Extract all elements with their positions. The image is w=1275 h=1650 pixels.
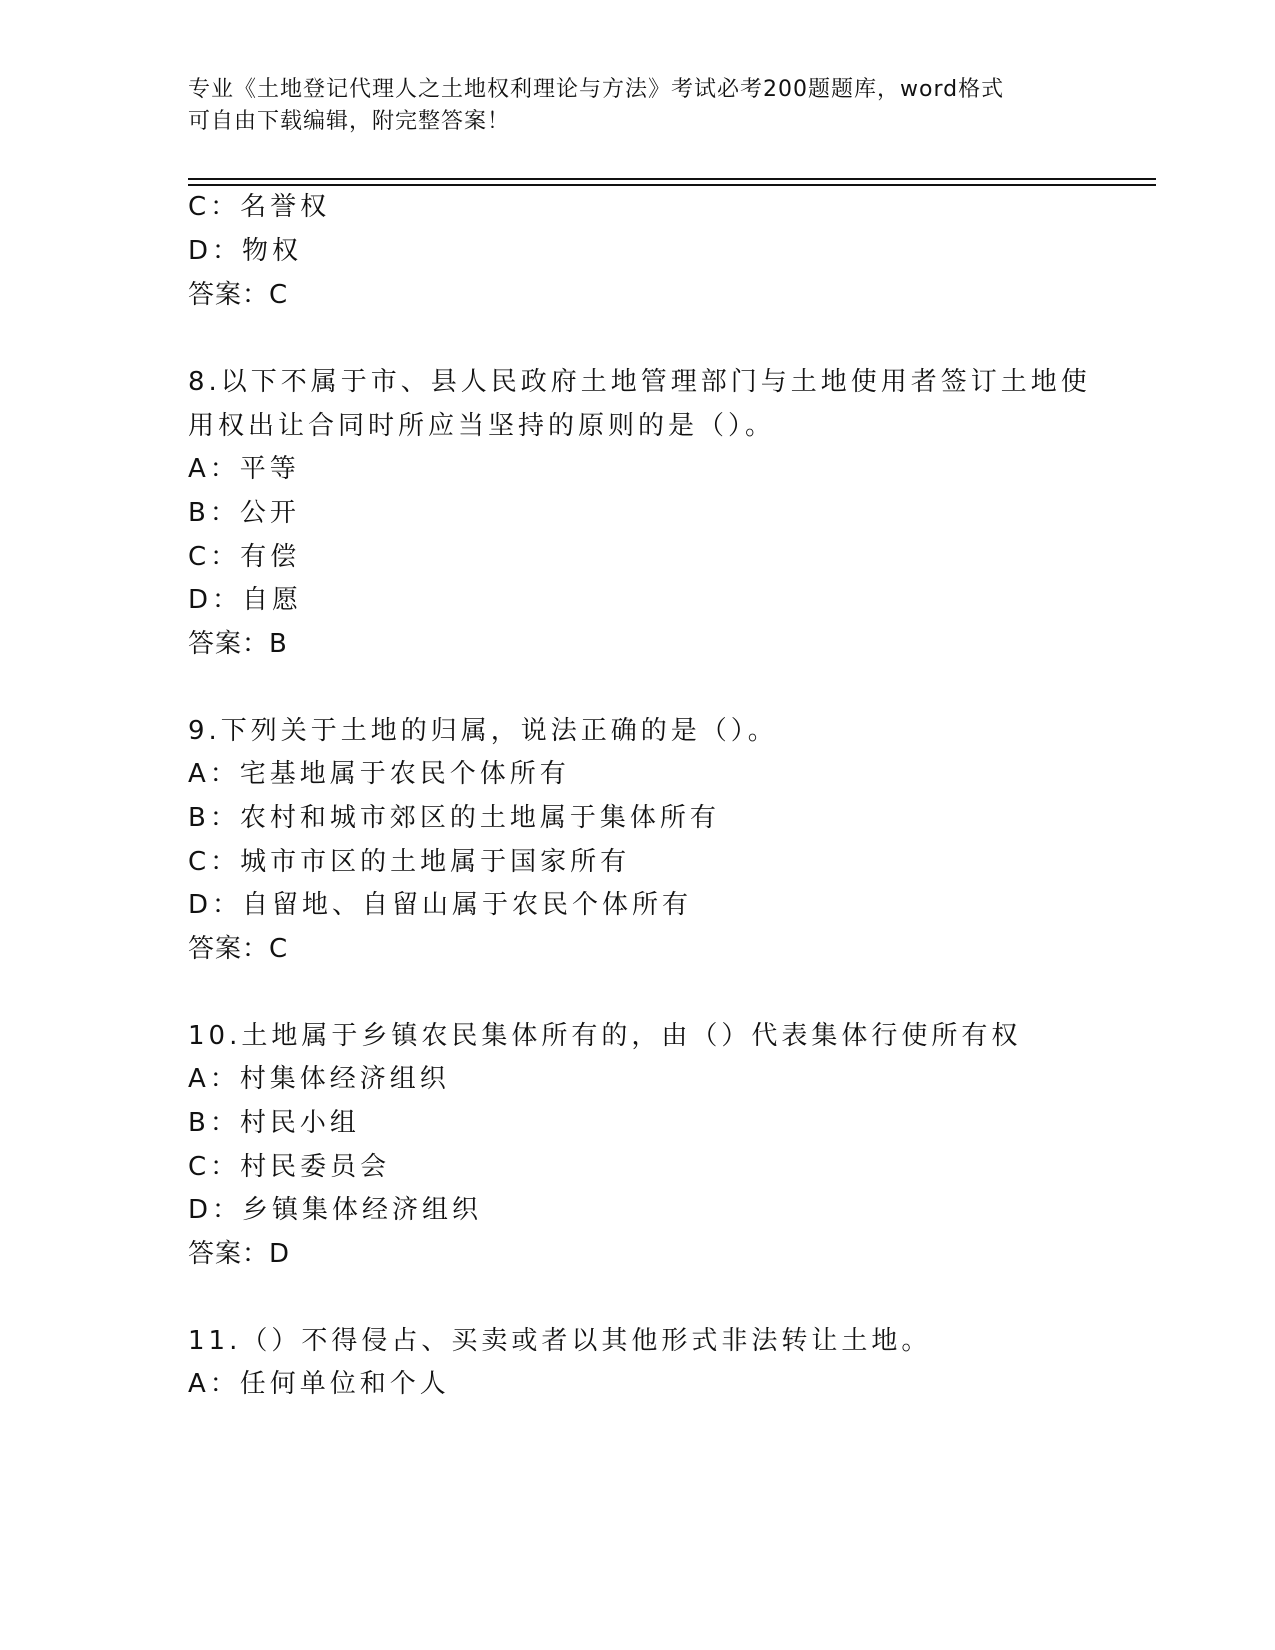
document-header [188,74,1068,138]
option-b: B：村民小组 [188,1108,360,1138]
option-c: C：名誉权 [188,192,331,222]
header-title-line-2: 可自由下载编辑，附完整答案！ [188,109,511,134]
option-a: A：村集体经济组织 [188,1064,450,1094]
option-c: C：城市市区的土地属于国家所有 [188,847,631,877]
option-a: A：任何单位和个人 [188,1369,450,1399]
option-a: A：宅基地属于农民个体所有 [188,759,570,789]
option-b: B：公开 [188,498,300,528]
option-c: C：村民委员会 [188,1152,391,1182]
option-b: B：农村和城市郊区的土地属于集体所有 [188,803,720,833]
header-divider-bottom [188,184,1156,186]
question-text: 11.（）不得侵占、买卖或者以其他形式非法转让土地。 [188,1326,932,1356]
option-a: A：平等 [188,454,300,484]
option-d: D：乡镇集体经济组织 [188,1195,483,1225]
option-d: D：自留地、自留山属于农民个体所有 [188,890,693,920]
answer-line: 答案：C [188,934,289,964]
question-text: 8.以下不属于市、县人民政府土地管理部门与土地使用者签订土地使 [188,367,1091,397]
header-divider-top [188,178,1156,180]
option-d: D：物权 [188,236,303,266]
question-text: 9.下列关于土地的归属，说法正确的是（）。 [188,716,778,746]
option-d: D：自愿 [188,585,303,615]
header-title-line-1: 专业《土地登记代理人之土地权利理论与方法》考试必考200题题库，word格式 [188,77,1005,102]
question-text: 10.土地属于乡镇农民集体所有的，由（）代表集体行使所有权 [188,1021,1022,1051]
answer-line: 答案：D [188,1239,291,1269]
answer-line: 答案：B [188,629,288,659]
option-c: C：有偿 [188,542,301,572]
question-text-continued: 用权出让合同时所应当坚持的原则的是（）。 [188,411,776,441]
answer-line: 答案：C [188,280,289,310]
